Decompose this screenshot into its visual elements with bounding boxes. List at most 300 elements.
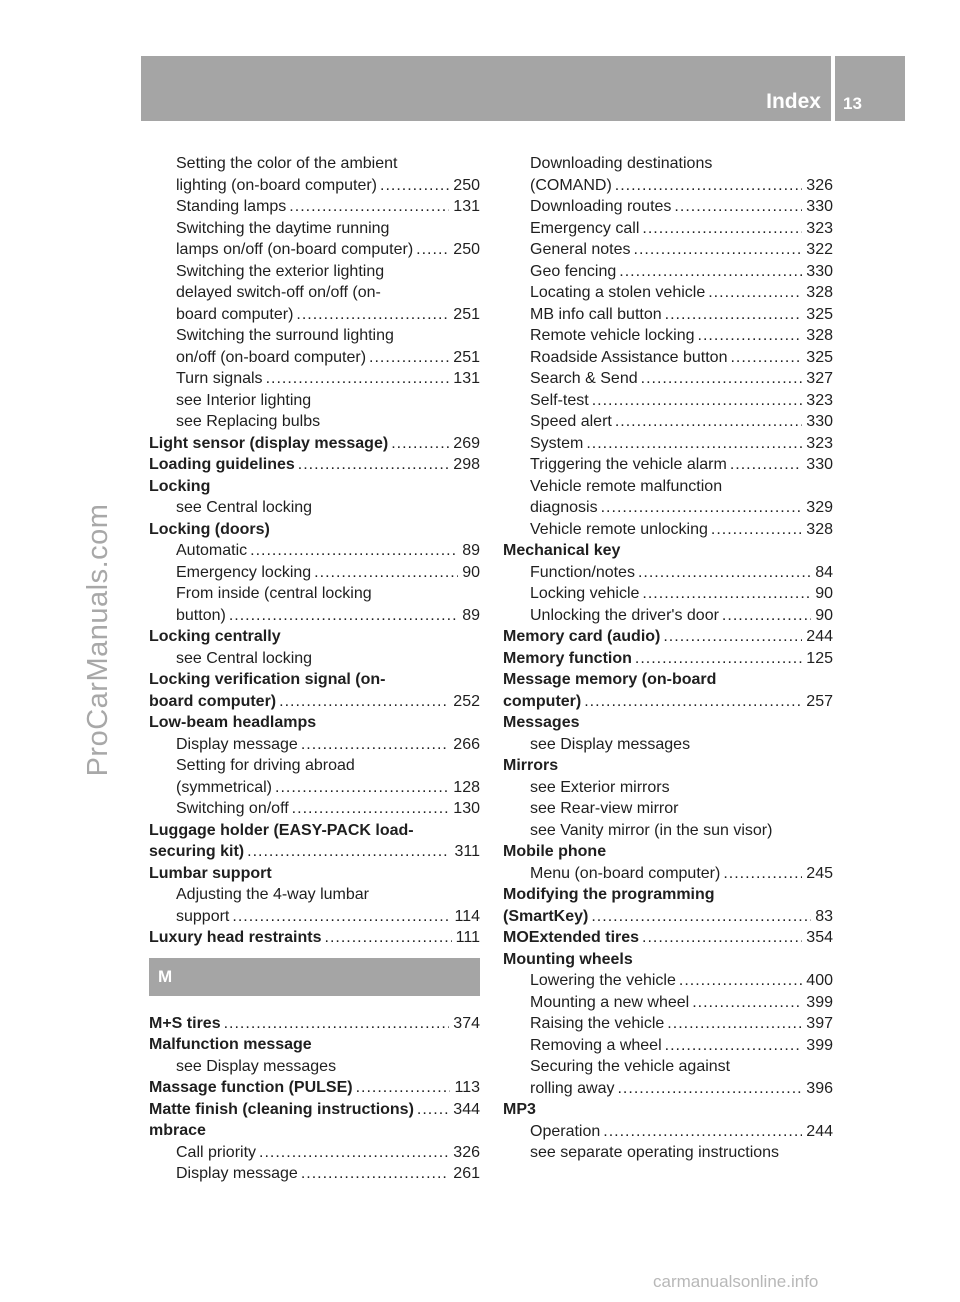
index-subentry — [149, 282, 480, 304]
entry-text: Massage function (PULSE) — [149, 1079, 353, 1096]
entry-text: From inside (central locking — [176, 585, 372, 602]
entry-text: Securing the vehicle against — [530, 1058, 731, 1075]
entry-text: computer) — [503, 692, 582, 710]
entry-text: lighting (on-board computer) — [176, 176, 377, 194]
dot-leader — [325, 927, 452, 949]
dot-leader — [301, 1163, 449, 1185]
entry-text: see Display messages — [176, 1057, 337, 1075]
dot-leader — [586, 433, 802, 455]
entry-text: see Exterior mirrors — [530, 778, 670, 796]
dot-leader — [592, 390, 803, 412]
entry-page-number: 251 — [453, 348, 480, 366]
entry-text: see separate operating instructions — [530, 1144, 780, 1161]
entry-text: see Replacing bulbs — [176, 413, 321, 430]
dot-leader — [692, 992, 802, 1014]
index-subentry — [503, 1142, 833, 1164]
entry-text: General notes — [530, 241, 631, 258]
entry-text: diagnosis — [530, 499, 598, 516]
dot-leader — [229, 605, 458, 627]
index-entry — [149, 519, 480, 541]
bottom-watermark: carmanualsonline.info — [653, 1272, 819, 1291]
index-subentry — [503, 433, 833, 455]
index-entry — [503, 648, 833, 670]
entry-page-number: 250 — [453, 176, 480, 194]
entry-text: Switching the daytime running — [176, 219, 390, 237]
entry-page-number: 325 — [806, 348, 833, 366]
index-subentry — [149, 411, 480, 433]
entry-page-number: 328 — [806, 520, 833, 538]
entry-text: Loading guidelines — [149, 456, 295, 473]
dot-leader — [698, 325, 803, 347]
index-entry — [149, 1077, 480, 1099]
index-entry — [503, 906, 833, 928]
index-entry — [503, 884, 833, 906]
index-entry — [149, 820, 480, 842]
entry-text: rolling away — [530, 1079, 615, 1097]
index-subentry — [503, 347, 833, 369]
dot-leader — [279, 691, 449, 713]
dot-leader — [634, 239, 803, 261]
entry-text: (COMAND) — [530, 176, 612, 194]
entry-text: securing kit) — [149, 843, 245, 860]
index-subentry — [503, 411, 833, 433]
index-entry — [149, 433, 480, 455]
entry-page-number: 330 — [806, 413, 833, 430]
index-subentry — [149, 218, 480, 240]
entry-text: Display message — [176, 735, 298, 753]
entry-text: Locking vehicle — [530, 585, 640, 602]
entry-text: delayed switch-off on/off (on- — [176, 284, 381, 301]
entry-text: Remote vehicle locking — [530, 327, 695, 344]
entry-text: Adjusting the 4-way lumbar — [176, 886, 369, 903]
entry-text: see Interior lighting — [176, 391, 312, 409]
entry-text: M+S tires — [149, 1014, 221, 1032]
index-entry — [149, 476, 480, 498]
dot-leader — [642, 927, 802, 949]
dot-leader — [663, 626, 802, 648]
entry-page-number: 266 — [453, 735, 480, 753]
entry-page-number: 113 — [454, 1079, 480, 1096]
entry-text: Light sensor (display message) — [149, 434, 389, 452]
dot-leader — [722, 605, 811, 627]
entry-text: Self-test — [530, 391, 589, 409]
entry-page-number: 125 — [806, 649, 833, 667]
index-subentry — [503, 196, 833, 218]
index-entry — [503, 949, 833, 971]
entry-text: Mechanical key — [503, 542, 621, 559]
entry-page-number: 330 — [806, 262, 833, 280]
dot-leader — [591, 906, 811, 928]
entry-page-number: 111 — [455, 929, 480, 946]
entry-text: Speed alert — [530, 413, 612, 430]
dot-leader — [619, 261, 802, 283]
index-subentry — [503, 282, 833, 304]
index-subentry — [503, 390, 833, 412]
index-subentry — [503, 261, 833, 283]
index-entry — [503, 841, 833, 863]
entry-text: Menu (on-board computer) — [530, 864, 721, 882]
index-subentry — [149, 325, 480, 347]
entry-text: see Central locking — [176, 499, 313, 516]
entry-page-number: 257 — [806, 692, 833, 710]
entry-page-number: 399 — [806, 993, 833, 1011]
entry-page-number: 89 — [462, 542, 480, 559]
dot-leader — [369, 347, 449, 369]
entry-text: Memory function — [503, 649, 632, 667]
entry-text: see Display messages — [530, 735, 691, 753]
dot-leader — [642, 218, 802, 240]
entry-text: Removing a wheel — [530, 1036, 662, 1054]
index-subentry — [149, 540, 480, 562]
entry-text: Vehicle remote malfunction — [530, 477, 723, 495]
dot-leader — [391, 433, 449, 455]
entry-text: Function/notes — [530, 563, 635, 581]
index-entry — [149, 454, 480, 476]
index-entry — [149, 626, 480, 648]
index-entry — [503, 626, 833, 648]
entry-page-number: 84 — [815, 563, 833, 581]
entry-text: Roadside Assistance button — [530, 348, 728, 366]
entry-text: Locking — [149, 477, 211, 495]
entry-text: Mounting a new wheel — [530, 993, 690, 1011]
index-subentry — [149, 347, 480, 369]
dot-leader — [250, 540, 458, 562]
index-entry — [149, 1013, 480, 1035]
entry-text: Lowering the vehicle — [530, 972, 676, 989]
entry-text: Luxury head restraints — [149, 929, 322, 946]
index-subentry — [503, 304, 833, 326]
index-entry — [149, 841, 480, 863]
index-list-right — [503, 153, 833, 1164]
index-subentry — [503, 218, 833, 240]
entry-text: Turn signals — [176, 370, 263, 387]
index-subentry — [149, 798, 480, 820]
index-subentry — [503, 368, 833, 390]
entry-page-number: 261 — [453, 1165, 480, 1182]
dot-leader — [292, 798, 450, 820]
entry-text: Mobile phone — [503, 843, 607, 860]
index-subentry — [503, 454, 833, 476]
entry-page-number: 251 — [453, 305, 480, 323]
entry-text: Locking centrally — [149, 628, 281, 645]
dot-leader — [665, 1035, 803, 1057]
index-entry — [503, 927, 833, 949]
entry-text: support — [176, 907, 230, 925]
entry-page-number: 326 — [806, 176, 833, 194]
entry-text: Mirrors — [503, 757, 559, 774]
index-subentry — [149, 884, 480, 906]
section-letter-bar: M — [149, 958, 480, 996]
dot-leader — [635, 648, 802, 670]
index-subentry — [149, 196, 480, 218]
index-subentry — [503, 239, 833, 261]
side-watermark: ProCarManuals.com — [81, 503, 114, 777]
index-subentry — [149, 390, 480, 412]
entry-page-number: 322 — [806, 241, 833, 258]
header-section-title: Index — [766, 90, 821, 113]
entry-text: Malfunction message — [149, 1036, 312, 1053]
index-subentry — [149, 755, 480, 777]
index-subentry — [149, 1056, 480, 1078]
index-entry — [149, 863, 480, 885]
index-entry — [503, 691, 833, 713]
index-subentry — [503, 1013, 833, 1035]
index-subentry — [149, 562, 480, 584]
entry-page-number: 330 — [806, 456, 833, 473]
index-subentry — [503, 820, 833, 842]
index-subentry — [503, 734, 833, 756]
index-entry — [503, 755, 833, 777]
entry-text: Raising the vehicle — [530, 1015, 665, 1032]
dot-leader — [417, 1099, 449, 1121]
index-subentry — [149, 648, 480, 670]
dot-leader — [298, 454, 450, 476]
entry-text: Emergency call — [530, 219, 640, 237]
index-entry — [503, 669, 833, 691]
entry-text: Setting the color of the ambient — [176, 155, 398, 172]
index-entry — [149, 1099, 480, 1121]
entry-page-number: 354 — [806, 929, 833, 946]
entry-text: MOExtended tires — [503, 929, 640, 946]
dot-leader — [275, 777, 449, 799]
index-subentry — [503, 175, 833, 197]
entry-text: (symmetrical) — [176, 778, 272, 796]
entry-text: Mounting wheels — [503, 950, 633, 968]
dot-leader — [247, 841, 450, 863]
dot-leader — [665, 304, 803, 326]
index-subentry — [149, 261, 480, 283]
entry-page-number: 328 — [806, 327, 833, 344]
index-entry — [149, 691, 480, 713]
index-column-right — [503, 153, 833, 1164]
index-subentry — [503, 497, 833, 519]
dot-leader — [723, 863, 802, 885]
index-subentry — [503, 863, 833, 885]
dot-leader — [289, 196, 449, 218]
entry-page-number: 311 — [454, 843, 480, 860]
index-subentry — [149, 239, 480, 261]
entry-page-number: 83 — [815, 907, 833, 925]
entry-page-number: 245 — [806, 864, 833, 882]
dot-leader — [266, 368, 450, 390]
dot-leader — [232, 906, 450, 928]
index-subentry — [149, 1163, 480, 1185]
entry-page-number: 399 — [806, 1036, 833, 1054]
index-subentry — [503, 605, 833, 627]
index-subentry — [503, 153, 833, 175]
entry-text: board computer) — [176, 305, 294, 323]
entry-page-number: 244 — [806, 628, 833, 645]
entry-text: Call priority — [176, 1143, 257, 1161]
entry-page-number: 252 — [453, 692, 480, 710]
entry-text: Locking (doors) — [149, 520, 270, 538]
entry-text: see Vanity mirror (in the sun visor) — [530, 821, 773, 839]
entry-text: MP3 — [503, 1101, 536, 1118]
entry-text: Locating a stolen vehicle — [530, 284, 706, 301]
entry-page-number: 323 — [806, 219, 833, 237]
entry-text: Messages — [503, 714, 580, 731]
index-entry — [503, 540, 833, 562]
entry-page-number: 397 — [806, 1015, 833, 1032]
dot-leader — [416, 239, 449, 261]
entry-page-number: 130 — [453, 800, 480, 817]
entry-text: Message memory (on-board — [503, 671, 717, 688]
index-subentry — [503, 1056, 833, 1078]
entry-text: Matte finish (cleaning instructions) — [149, 1100, 414, 1118]
entry-page-number: 396 — [806, 1079, 833, 1097]
dot-leader — [601, 497, 803, 519]
entry-text: Display message — [176, 1165, 298, 1182]
entry-text: (SmartKey) — [503, 907, 589, 925]
dot-leader — [679, 970, 802, 992]
dot-leader — [584, 691, 802, 713]
entry-page-number: 344 — [453, 1100, 480, 1118]
entry-text: lamps on/off (on-board computer) — [176, 241, 414, 258]
entry-page-number: 269 — [453, 434, 480, 452]
entry-page-number: 323 — [806, 434, 833, 452]
index-list-left-bottom — [149, 1013, 480, 1185]
dot-leader — [615, 175, 803, 197]
index-subentry — [503, 992, 833, 1014]
entry-text: Memory card (audio) — [503, 628, 661, 645]
index-entry — [149, 712, 480, 734]
dot-leader — [603, 1121, 802, 1143]
entry-text: Lumbar support — [149, 864, 272, 882]
entry-page-number: 89 — [462, 606, 480, 624]
index-subentry — [503, 562, 833, 584]
index-subentry — [503, 777, 833, 799]
entry-text: Luggage holder (EASY-PACK load- — [149, 821, 414, 839]
entry-text: Downloading routes — [530, 198, 672, 215]
dot-leader — [641, 368, 803, 390]
dot-leader — [730, 454, 802, 476]
entry-page-number: 374 — [453, 1014, 480, 1032]
index-subentry — [503, 970, 833, 992]
entry-text: mbrace — [149, 1122, 206, 1139]
entry-page-number: 330 — [806, 198, 833, 215]
index-subentry — [149, 497, 480, 519]
entry-text: Switching on/off — [176, 800, 289, 817]
entry-text: Locking verification signal (on- — [149, 671, 386, 688]
entry-text: Automatic — [176, 542, 248, 559]
entry-text: board computer) — [149, 692, 277, 710]
index-subentry — [149, 368, 480, 390]
entry-page-number: 128 — [453, 778, 480, 796]
index-entry — [149, 927, 480, 949]
index-subentry — [149, 906, 480, 928]
dot-leader — [617, 1078, 802, 1100]
entry-text: Switching the exterior lighting — [176, 262, 385, 280]
entry-page-number: 90 — [815, 606, 833, 624]
entry-page-number: 298 — [453, 456, 480, 473]
entry-text: Emergency locking — [176, 563, 312, 581]
index-subentry — [149, 153, 480, 175]
entry-page-number: 90 — [462, 563, 480, 581]
entry-page-number: 114 — [454, 907, 480, 925]
entry-text: Setting for driving abroad — [176, 757, 355, 774]
entry-page-number: 328 — [806, 284, 833, 301]
index-subentry — [503, 1121, 833, 1143]
header-divider — [831, 56, 835, 121]
entry-page-number: 400 — [806, 972, 833, 989]
entry-page-number: 323 — [806, 391, 833, 409]
entry-page-number: 131 — [453, 198, 480, 215]
entry-page-number: 329 — [806, 499, 833, 516]
page-number: 13 — [843, 94, 862, 113]
dot-leader — [380, 175, 449, 197]
index-subentry — [149, 304, 480, 326]
dot-leader — [708, 282, 802, 304]
index-entry — [149, 669, 480, 691]
entry-text: Search & Send — [530, 370, 638, 387]
entry-text: Triggering the vehicle alarm — [530, 456, 727, 473]
entry-page-number: 325 — [806, 305, 833, 323]
index-subentry — [503, 1035, 833, 1057]
dot-leader — [615, 411, 802, 433]
dot-leader — [730, 347, 802, 369]
entry-text: Downloading destinations — [530, 155, 713, 172]
index-entry — [149, 1120, 480, 1142]
index-subentry — [149, 175, 480, 197]
dot-leader — [296, 304, 449, 326]
index-subentry — [503, 583, 833, 605]
index-subentry — [149, 605, 480, 627]
entry-text: Low-beam headlamps — [149, 714, 317, 731]
dot-leader — [674, 196, 802, 218]
dot-leader — [224, 1013, 450, 1035]
entry-page-number: 250 — [453, 241, 480, 258]
entry-text: Standing lamps — [176, 198, 287, 215]
entry-text: Unlocking the driver's door — [530, 606, 719, 624]
entry-text: button) — [176, 606, 226, 624]
dot-leader — [314, 562, 458, 584]
entry-page-number: 244 — [806, 1122, 833, 1140]
dot-leader — [638, 562, 811, 584]
dot-leader — [667, 1013, 802, 1035]
index-subentry — [503, 476, 833, 498]
entry-text: MB info call button — [530, 305, 662, 323]
dot-leader — [259, 1142, 449, 1164]
index-subentry — [503, 325, 833, 347]
index-subentry — [149, 777, 480, 799]
entry-page-number: 327 — [806, 370, 833, 387]
index-entry — [149, 1034, 480, 1056]
index-entry — [503, 1099, 833, 1121]
index-column-left — [149, 153, 480, 1185]
index-subentry — [149, 583, 480, 605]
index-subentry — [149, 734, 480, 756]
dot-leader — [301, 734, 449, 756]
index-subentry — [503, 798, 833, 820]
index-subentry — [503, 1078, 833, 1100]
entry-text: see Rear-view mirror — [530, 800, 679, 817]
entry-text: on/off (on-board computer) — [176, 348, 367, 366]
dot-leader — [711, 519, 802, 541]
dot-leader — [356, 1077, 451, 1099]
entry-page-number: 131 — [453, 370, 480, 387]
entry-text: Operation — [530, 1122, 601, 1140]
entry-text: see Central locking — [176, 649, 313, 667]
entry-text: Vehicle remote unlocking — [530, 520, 708, 538]
dot-leader — [642, 583, 811, 605]
index-entry — [503, 712, 833, 734]
index-subentry — [503, 519, 833, 541]
entry-text: Switching the surround lighting — [176, 327, 394, 344]
entry-page-number: 326 — [453, 1143, 480, 1161]
entry-page-number: 90 — [815, 585, 833, 602]
index-subentry — [149, 1142, 480, 1164]
entry-text: Geo fencing — [530, 262, 617, 280]
